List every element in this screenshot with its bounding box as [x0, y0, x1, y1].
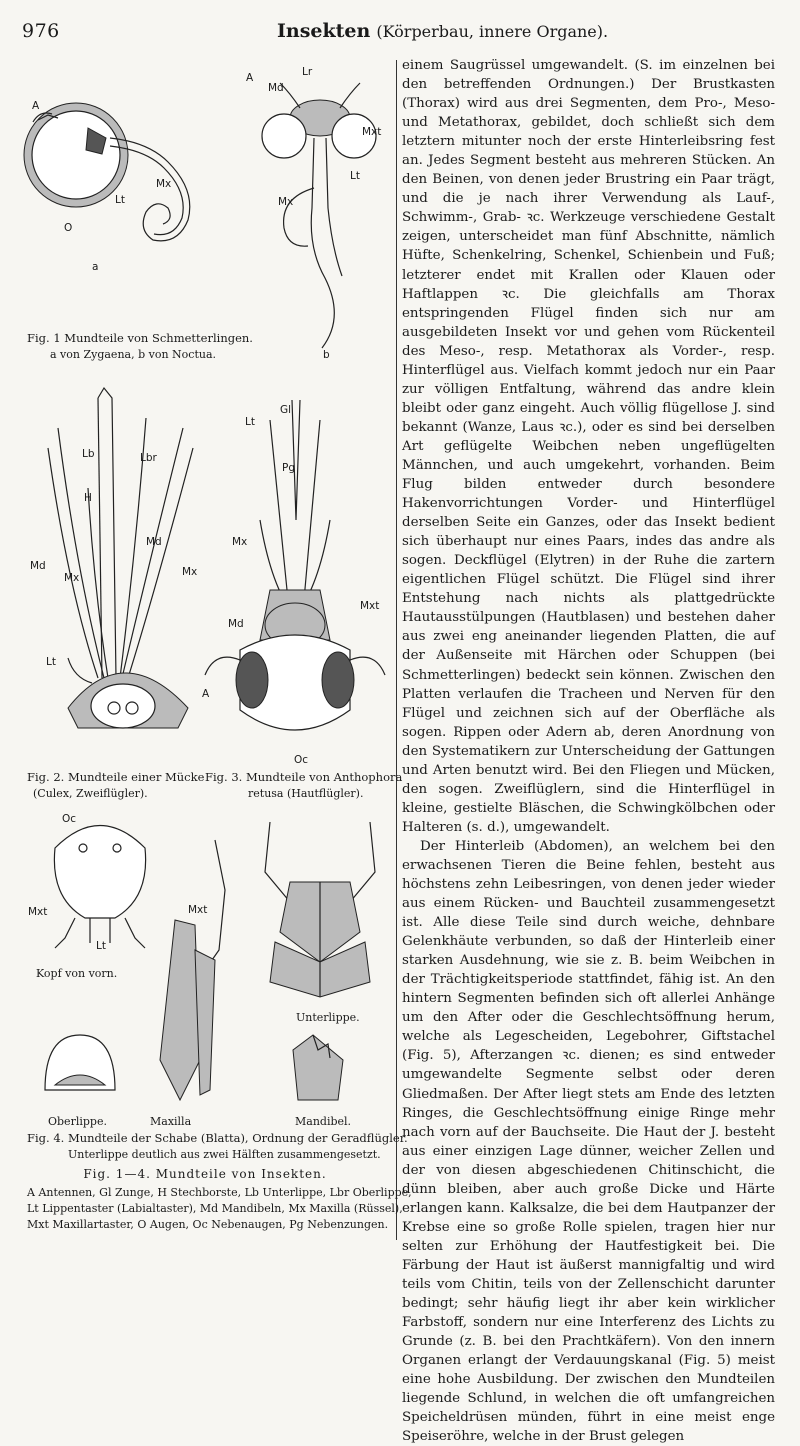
fig4-sub-kopf: Kopf von vorn.: [36, 967, 118, 980]
fig3-label-Mxt: Mxt: [360, 600, 380, 612]
fig4-sub-unterlippe: Unterlippe.: [296, 1011, 360, 1024]
fig4-label-Mxt-left: Mxt: [28, 906, 48, 918]
fig4-label-Lt: Lt: [96, 940, 106, 952]
fig2-caption-line2: (Culex, Zweiflügler).: [33, 787, 148, 800]
fig1-label-A: A: [32, 100, 40, 112]
fig2-label-Lb: Lb: [82, 448, 95, 460]
column-divider: [396, 60, 397, 1240]
fig3-caption-line1: Fig. 3. Mundteile von Anthophora: [205, 770, 403, 784]
running-title-main: Insekten: [277, 20, 371, 42]
fig3-label-Pg: Pg: [282, 462, 295, 474]
fig3-label-Mx: Mx: [232, 536, 248, 548]
paragraph-thorax-wings: einem Saugrüssel umgewandelt. (S. im einzelnen bei den betreffenden Ordnungen.) Der Brustkasten (Thorax) wird aus drei Segmenten, dem Pro-, Meso- und Metathorax, gebildet, doch schließt sich dem letztern mitunter noch der erste Hinterleibsring fest an. Jedes Segment besteht aus mehreren Stücken. An den Beinen, von denen jeder Brustring ein Paar trägt, und die je nach ihrer Verwendung als Lauf-, Schwimm-, Grab- ꝛc. Werkzeuge verschiedene Gestalt zeigen, unterscheidet man fünf Abschnitte, nämlich Hüfte, Schenkelring, Schenkel, Schienbein und Fuß; letzterer endet mit Krallen oder Klauen oder Haftlappen ꝛc. Die gleichfalls am Thorax entspringenden Flügel finden sich nur am ausgebildeten Insekt vor und gehen vom Rückenteil des Meso-, resp. Metathorax als Vorder-, resp. Hinterflügel aus. Vielfach kommt jedoch nur ein Paar zur völligen Entfaltung, während das andre klein bleibt oder ganz eingeht. Auch völlig flügellose J. sind bekannt (Wanze, Laus ꝛc.), oder es sind bei derselben Art geflügelte Weibchen neben ungeflügelten Männchen, und auch umgekehrt, vorhanden. Beim Flug bilden entweder durch besondere Hakenvorrichtungen Vorder- und Hinterflügel derselben Seite ein Ganzes, oder das Insekt bedient sich überhaupt nur eines Paars, indes das andre als sogen. Deckflügel (Elytren) in der Ruhe die zartern eigentlichen Flügel schützt. Die Flügel sind ihrer Entstehung nach nichts als plattgedrückte Hautausstülpungen (Hautblasen) und bestehen daher aus zwei eng aneinander liegenden Platten, die auf der Außenseite mit Härchen oder Schuppen (bei Schmetterlingen) bedeckt sein können. Zwischen den Platten verlaufen die Tracheen und Nerven für den Flügel und zeichnen sich auf der Oberfläche als sogen. Rippen oder Adern ab, deren Anordnung von den Systematikern zur Unterscheidung der Gattungen und Arten benutzt wird. Bei den Fliegen und Mücken, den sogen. Zweiflüglern, sind die Hinterflügel in kleine, gestielte Bläschen, die Schwingkölbchen oder Halteren (s. d.), umgewandelt.: [402, 58, 775, 835]
legend-line3: Mxt Maxillartaster, O Augen, Oc Nebenaugen, Pg Nebenzungen.: [27, 1218, 389, 1231]
fig4-caption-line1: Fig. 4. Mundteile der Schabe (Blatta), Ordnung der Geradflügler.: [27, 1131, 408, 1145]
fig3-label-Md: Md: [228, 618, 244, 630]
fig1b-drawing: [250, 78, 390, 348]
running-title-sub: (Körperbau, innere Organe).: [376, 22, 609, 41]
fig2-label-Mx-left: Mx: [64, 572, 80, 584]
fig3-caption-line2: retusa (Hautflügler).: [248, 787, 364, 800]
fig1a-drawing: [28, 80, 218, 265]
fig2-label-Lbr: Lbr: [140, 452, 157, 464]
fig4-caption-line2: Unterlippe deutlich aus zwei Hälften zusammengesetzt.: [68, 1148, 381, 1161]
fig4-mandibel-drawing: [288, 1030, 348, 1105]
fig3-drawing: [200, 400, 390, 760]
fig4-label-Mxt-right: Mxt: [188, 904, 208, 916]
fig1-label-Lt: Lt: [115, 194, 125, 206]
legend-line2: Lt Lippentaster (Labialtaster), Md Mandibeln, Mx Maxilla (Rüssel),: [27, 1202, 403, 1215]
fig4-sub-oberlippe: Oberlippe.: [48, 1115, 107, 1128]
fig4-sub-mandibel: Mandibel.: [295, 1115, 352, 1128]
fig4-label-Oc: Oc: [62, 813, 77, 825]
fig2-label-H: H: [84, 492, 92, 504]
page-number: 976: [22, 20, 60, 42]
fig1-caption-line1: Fig. 1 Mundteile von Schmetterlingen.: [27, 331, 253, 345]
fig4-oberlippe-drawing: [40, 1030, 120, 1100]
fig1-sub-b: b: [323, 349, 330, 361]
legend-title: Fig. 1—4. Mundteile von Insekten.: [83, 1167, 327, 1181]
fig2-label-Lt: Lt: [46, 656, 56, 668]
fig1b-label-Mx: Mx: [278, 196, 294, 208]
fig2-caption-line1: Fig. 2. Mundteile einer Mücke: [27, 770, 205, 784]
fig1b-label-Lr: Lr: [302, 66, 313, 78]
fig1b-label-Mxt: Mxt: [362, 126, 382, 138]
fig2-label-Md-right: Md: [146, 536, 162, 548]
fig3-label-Gl: Gl: [280, 404, 292, 416]
fig1-sub-a: a: [92, 261, 99, 273]
fig4-maxilla-drawing: [135, 830, 245, 1105]
fig3-label-Oc: Oc: [294, 754, 309, 766]
fig1-caption-line2: a von Zygaena, b von Noctua.: [50, 348, 216, 361]
fig3-label-Lt: Lt: [245, 416, 255, 428]
fig4-sub-maxilla: Maxilla: [150, 1115, 192, 1128]
paragraph-abdomen: Der Hinterleib (Abdomen), an welchem bei den erwachsenen Tieren die Beine fehlen, besteht aus höchstens zehn Leibesringen, von denen jeder wieder aus einem Rücken- und Bauchteil zusammengesetzt ist. Alle diese Teile sind durch weiche, dehnbare Gelenkhäute verbunden, so daß der Hinterleib einer starken Ausdehnung, wie sie z. B. beim Weibchen in der Trächtigkeitsperiode stattfindet, fähig ist. An den hintern Segmenten befinden sich oft allerlei Anhänge um den After oder die Geschlechtsöffnung herum, welche als Legescheiden, Legebohrer, Giftstachel (Fig. 5), Afterzangen ꝛc. dienen; es sind entweder umgewandelte Segmente selbst oder deren Gliedmaßen. Der After liegt stets am Ende des letzten Ringes, die Geschlechtsöffnung einige Ringe mehr nach vorn auf der Bauchseite. Die Haut der J. besteht aus einer einzigen Lage dünner, weicher Zellen und der von diesen abgeschiedenen Chitinschicht, die dünn bleiben, aber auch große Dicke und Härte erlangen kann. Kalksalze, die bei dem Hautpanzer der Krebse eine so große Rolle spielen, tragen hier nur selten zur Erhöhung der Hautfestigkeit bei. Die Färbung der Haut ist äußerst mannigfaltig und wird teils vom Chitin, teils von der Zellenschicht darunter bedingt; sehr häufig liegt ihr aber kein wirklicher Farbstoff, sondern nur eine Interferenz des Lichts zu Grunde (z. B. bei den Prachtkäfern). Von den innern Organen erlangt der Verdauungskanal (Fig. 5) meist eine hohe Ausbildung. Der zwischen den Mundteilen liegende Schlund, in welchen die oft umfangreichen Speicheldrüsen münden, führt in eine meist enge Speiseröhre, welche in der Brust gelegen: [402, 838, 775, 1445]
page-header: [22, 18, 770, 48]
running-title: [277, 20, 608, 42]
fig1b-label-Md: Md: [268, 82, 284, 94]
fig1-label-O: O: [64, 222, 73, 234]
fig1b-label-Lt: Lt: [350, 170, 360, 182]
fig3-label-A: A: [202, 688, 210, 700]
fig1-label-Mx: Mx: [156, 178, 172, 190]
fig2-label-Mx-right: Mx: [182, 566, 198, 578]
body-text-column: [402, 56, 775, 1446]
fig1b-label-A: A: [246, 72, 254, 84]
legend-line1: A Antennen, Gl Zunge, H Stechborste, Lb Unterlippe, Lbr Oberlippe,: [27, 1186, 412, 1199]
fig2-label-Md-left: Md: [30, 560, 46, 572]
fig4-unterlippe-drawing: [250, 812, 390, 1002]
